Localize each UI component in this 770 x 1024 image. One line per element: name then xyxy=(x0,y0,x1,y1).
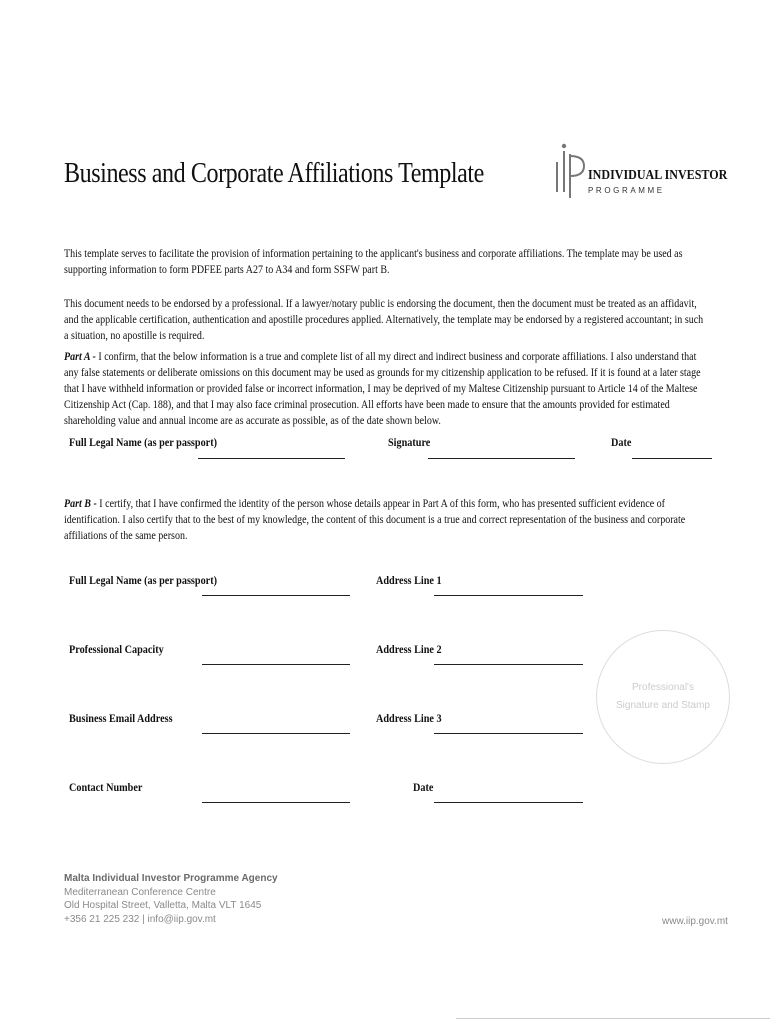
part-b-address2-input[interactable] xyxy=(434,664,583,665)
part-a-lead: Part A - xyxy=(64,351,96,363)
part-b-address3-input[interactable] xyxy=(434,733,583,734)
part-b-date-label: Date xyxy=(413,780,434,794)
footer-line-3: +356 21 225 232 | info@iip.gov.mt xyxy=(64,913,216,925)
part-b-contact-label: Contact Number xyxy=(69,780,143,794)
footer-line-2: Old Hospital Street, Valletta, Malta VLT 1645 xyxy=(64,900,262,911)
part-a-name-input[interactable] xyxy=(198,458,345,459)
logo-subtitle: PROGRAMME xyxy=(588,186,665,195)
part-b-text: I certify, that I have confirmed the identity of the person whose details appear in Part A of this form, who has presented sufficient evidence of identification. I also certify that to the best of my knowledge, the content of this document is a true and correct representation of the business and corporate affiliations of the same person. xyxy=(64,498,686,542)
iip-logo-mark-icon xyxy=(552,142,588,200)
part-b-capacity-input[interactable] xyxy=(202,664,350,665)
logo-title: INDIVIDUAL INVESTOR xyxy=(588,168,728,183)
iip-logo xyxy=(552,142,728,200)
part-b-email-input[interactable] xyxy=(202,733,350,734)
part-b-address1-input[interactable] xyxy=(434,595,583,596)
part-a-date-input[interactable] xyxy=(632,458,712,459)
part-b-date-input[interactable] xyxy=(434,802,583,803)
stamp-line-2: Signature and Stamp xyxy=(616,700,710,711)
intro-paragraph-2: This document needs to be endorsed by a professional. If a lawyer/notary public is endorsing the document, then the document must be treated as an affidavit, and the applicable certification, authentication and apostille procedures applied. Alternatively, the template may be endorsed by a registered accountant; in such a situation, no apostille is required. xyxy=(64,298,704,342)
footer-website: www.iip.gov.mt xyxy=(662,916,728,927)
page-divider xyxy=(456,1018,770,1019)
part-b-name-input[interactable] xyxy=(202,595,350,596)
intro-paragraph-1: This template serves to facilitate the provision of information pertaining to the applicant's business and corporate affiliations. The template may be used as supporting information to form PDFEE parts A27 to A34 and form SSFW part B. xyxy=(64,248,683,276)
part-b-email-label: Business Email Address xyxy=(69,711,173,725)
footer-line-1: Mediterranean Conference Centre xyxy=(64,886,216,898)
part-a-signature-label: Signature xyxy=(388,435,431,449)
professional-stamp-area[interactable] xyxy=(596,630,730,764)
part-a-paragraph xyxy=(64,349,708,429)
part-a-signature-input[interactable] xyxy=(428,458,575,459)
part-b-lead: Part B - xyxy=(64,498,97,510)
document-title: Business and Corporate Affiliations Template xyxy=(64,158,484,189)
part-b-name-label: Full Legal Name (as per passport) xyxy=(69,573,217,587)
stamp-line-1: Professional's xyxy=(632,682,694,693)
part-b-address3-label: Address Line 3 xyxy=(376,711,442,725)
stamp-placeholder-text xyxy=(597,679,729,715)
part-b-paragraph xyxy=(64,496,708,544)
part-a-text: I confirm, that the below information is a true and complete list of all my direct and indirect business and corporate affiliations. I also understand that any false statements or deliberate omissions on this document may be used as grounds for my citizenship application to be refused. If it is found at a later stage that I have withheld information or provided false or incorrect information, I may be deprived of my Maltese Citizenship pursuant to Article 14 of the Maltese Citizenship Act (Cap. 188), and that I may also face criminal prosecution. All efforts have been made to ensure that the amounts provided for estimated shareholding value and annual income are as accurate as possible, as of the date shown below. xyxy=(64,351,701,427)
part-b-capacity-label: Professional Capacity xyxy=(69,642,164,656)
part-b-address1-label: Address Line 1 xyxy=(376,573,442,587)
part-b-address2-label: Address Line 2 xyxy=(376,642,442,656)
footer-agency: Malta Individual Investor Programme Agency xyxy=(64,873,278,884)
footer-address xyxy=(64,872,278,926)
part-a-name-label: Full Legal Name (as per passport) xyxy=(69,435,217,449)
part-b-contact-input[interactable] xyxy=(202,802,350,803)
part-a-date-label: Date xyxy=(611,435,632,449)
